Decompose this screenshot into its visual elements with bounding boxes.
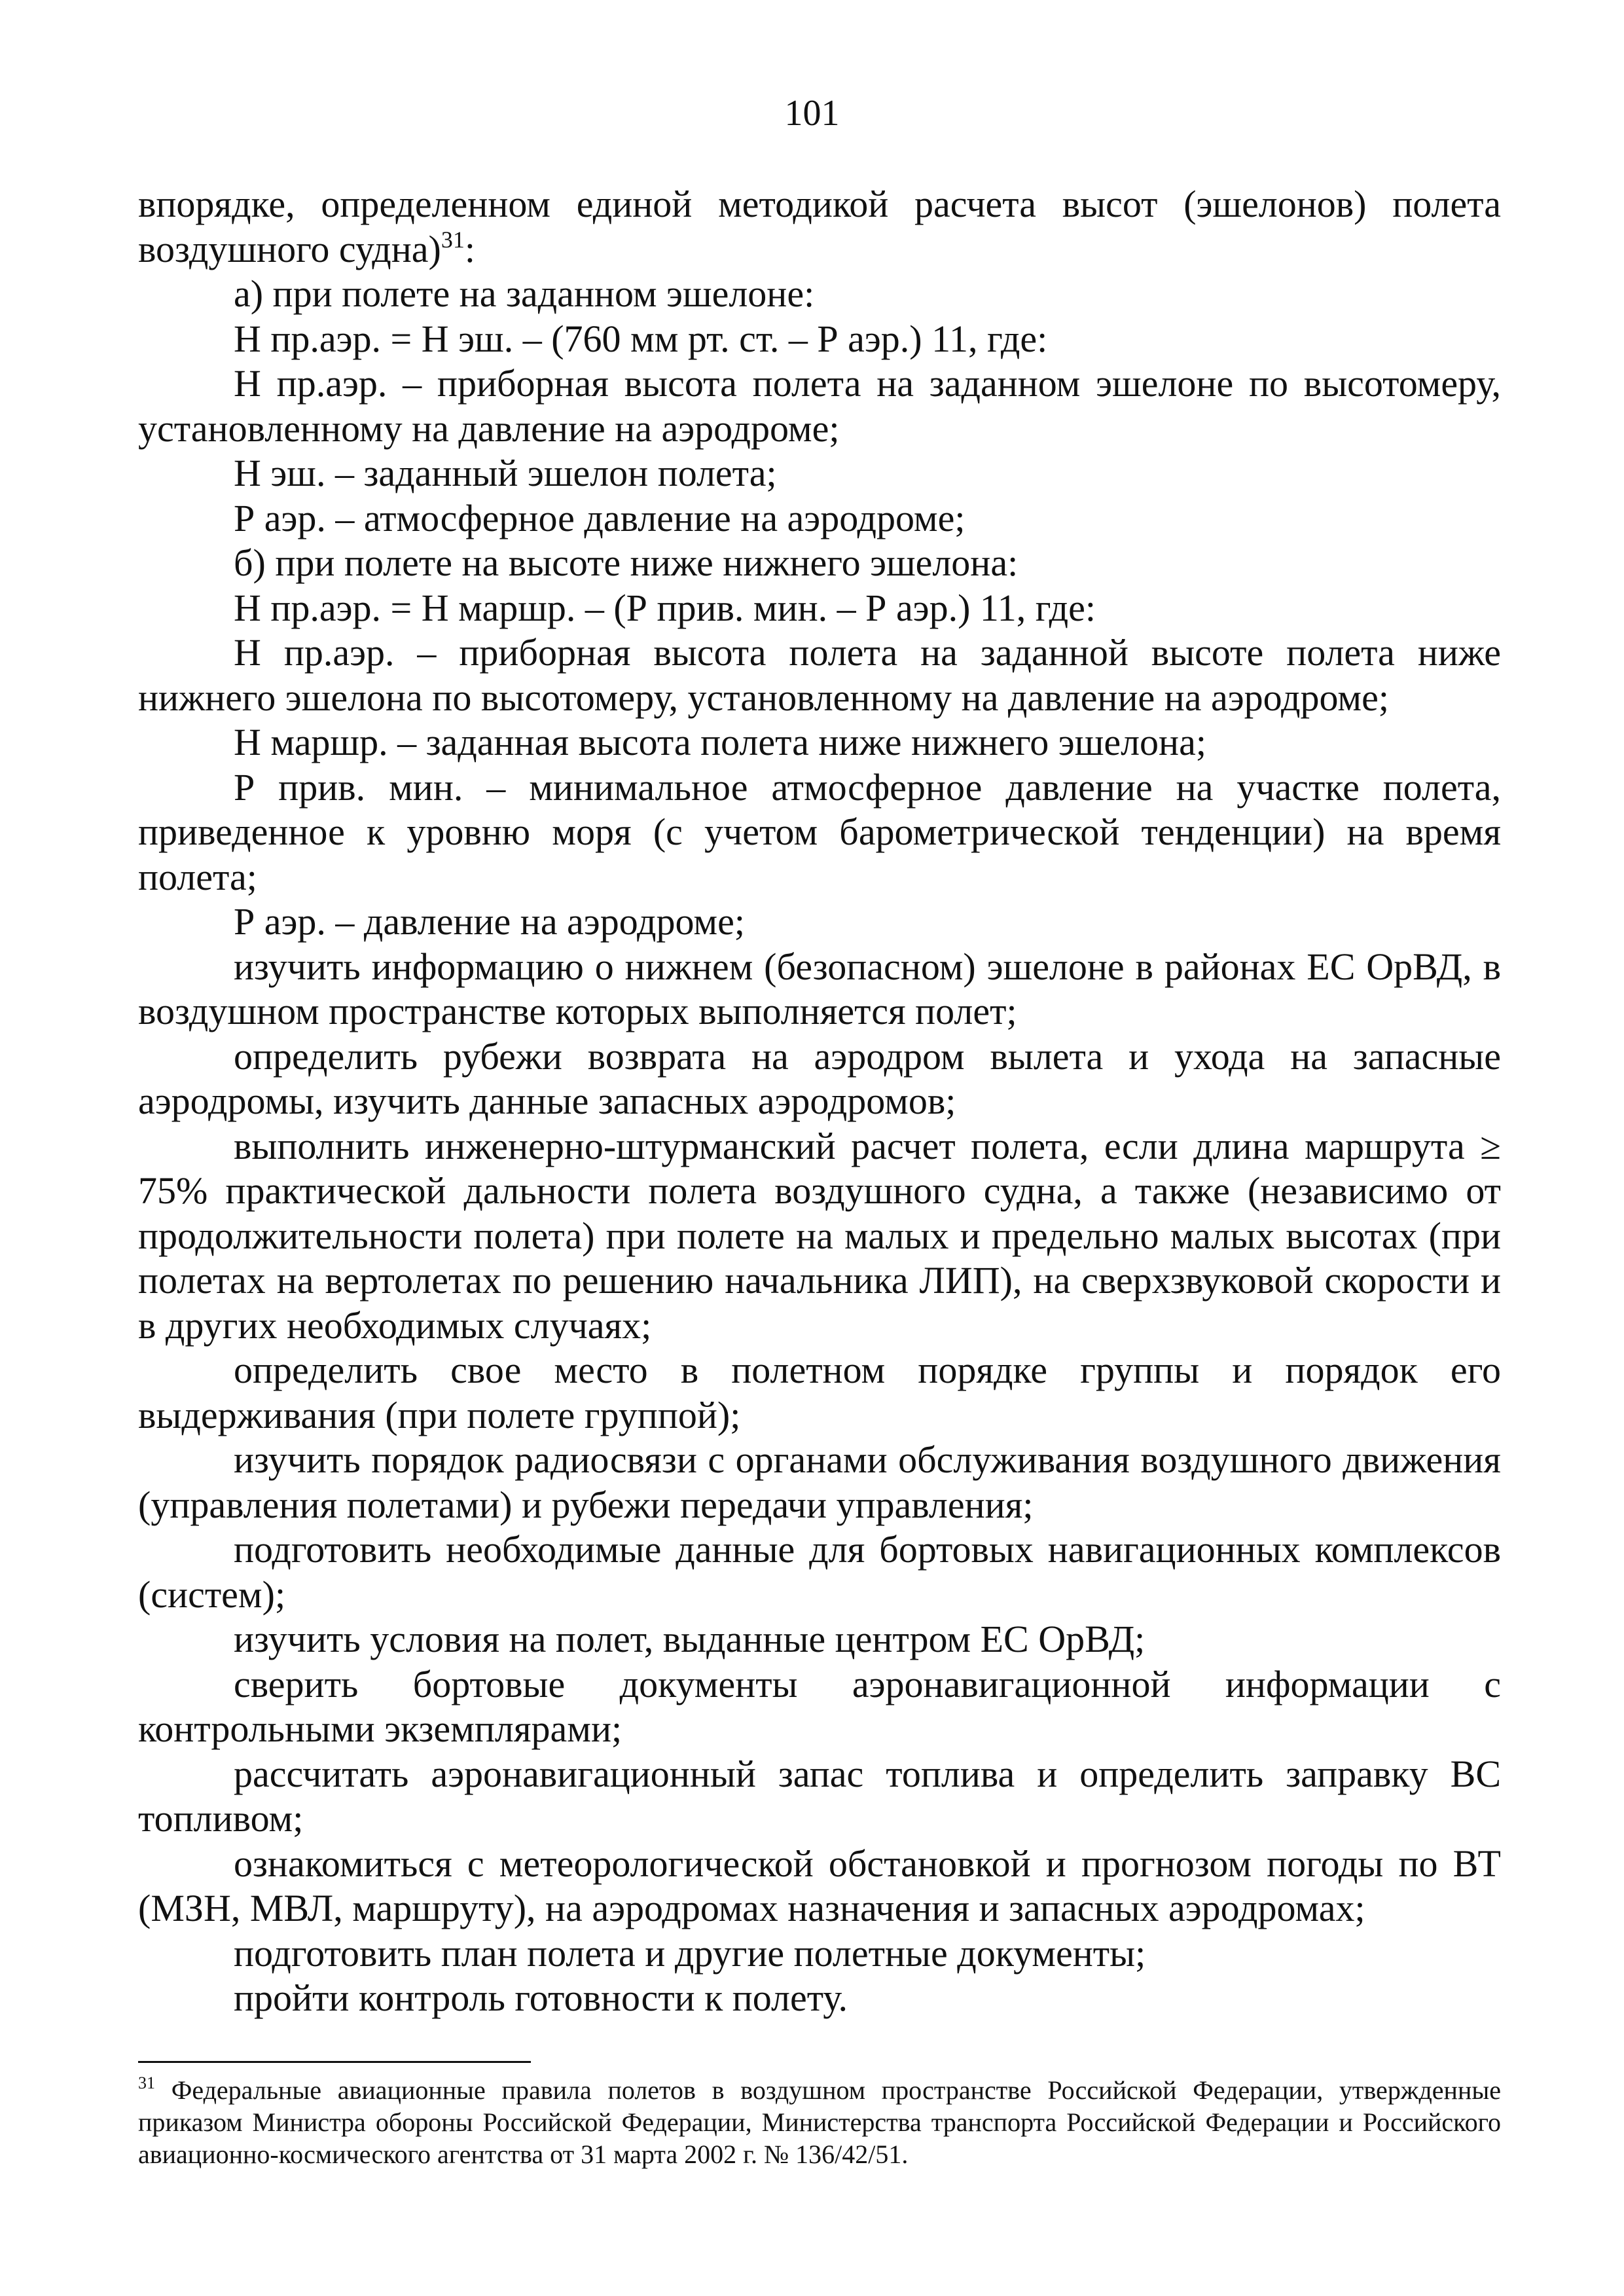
paragraph: определить рубежи возврата на аэродром вылета и ухода на запасные аэродромы, изучить данные запасных аэродромов;: [138, 1034, 1501, 1122]
paragraph-text: впорядке, определенном единой методикой расчета высот (эшелонов) полета воздушного судна): [138, 183, 1501, 270]
paragraph: [138, 182, 1501, 272]
paragraph: рассчитать аэронавигационный запас топлива и определить заправку ВС топливом;: [138, 1752, 1501, 1840]
paragraph: б) при полете на высоте ниже нижнего эшелона:: [234, 541, 1019, 584]
paragraph: Н маршр. – заданная высота полета ниже нижнего эшелона;: [234, 721, 1206, 763]
paragraph: Р прив. мин. – минимальное атмосферное давление на участке полета, приведенное к уровню моря (с учетом барометрической тенденции) на время полета;: [138, 765, 1501, 898]
paragraph: изучить информацию о нижнем (безопасном) эшелоне в районах ЕС ОрВД, в воздушном пространстве которых выполняется полет;: [138, 945, 1501, 1032]
paragraph: сверить бортовые документы аэронавигационной информации с контрольными экземплярами;: [138, 1662, 1501, 1750]
footnote-reference-suffix: :: [464, 227, 475, 270]
paragraph: определить свое место в полетном порядке группы и порядок его выдерживания (при полете группой);: [138, 1349, 1501, 1436]
footnote-text: Федеральные авиационные правила полетов в воздушном пространстве Российской Федерации, утвержденные приказом Министра обороны Российской Федерации, Министерства транспорта Российской Федерации и Российского авиационно-космического агентства от 31 марта 2002 г. № 136/42/51.: [138, 2075, 1501, 2169]
paragraph: Р аэр. – атмосферное давление на аэродроме;: [234, 496, 965, 539]
paragraph: ознакомиться с метеорологической обстановкой и прогнозом погоды по ВТ (МЗН, МВЛ, маршруту), на аэродромах назначения и запасных аэродромах;: [138, 1842, 1501, 1929]
body-text: [138, 182, 1501, 2021]
paragraph: Н пр.аэр. – приборная высота полета на заданном эшелоне по высотомеру, установленному на давление на аэродроме;: [138, 362, 1501, 450]
paragraph: выполнить инженерно-штурманский расчет полета, если длина маршрута ≥ 75% практической дальности полета воздушного судна, а также (независимо от продолжительности полета) при полете на малых и предельно малых высотах (при полетах на вертолетах по решению начальника ЛИП), на сверхзвуковой скорости и в других необходимых случаях;: [138, 1124, 1501, 1347]
footnote-number: 31: [138, 2073, 155, 2092]
page-number: 101: [784, 93, 840, 134]
paragraph: подготовить необходимые данные для бортовых навигационных комплексов (систем);: [138, 1528, 1501, 1616]
paragraph: пройти контроль готовности к полету.: [234, 1977, 848, 2019]
paragraph: изучить порядок радиосвязи с органами обслуживания воздушного движения (управления полетами) и рубежи передачи управления;: [138, 1438, 1501, 1526]
footnote-divider: [138, 2061, 531, 2063]
footnote: [138, 2074, 1501, 2170]
paragraph: а) при полете на заданном эшелоне:: [234, 272, 815, 315]
paragraph: Н эш. – заданный эшелон полета;: [234, 452, 777, 494]
paragraph: Р аэр. – давление на аэродроме;: [234, 900, 745, 943]
paragraph: подготовить план полета и другие полетные документы;: [234, 1931, 1146, 1975]
paragraph: изучить условия на полет, выданные центром ЕС ОрВД;: [234, 1618, 1146, 1660]
paragraph: Н пр.аэр. – приборная высота полета на заданной высоте полета ниже нижнего эшелона по высотомеру, установленному на давление на аэродроме;: [138, 631, 1501, 719]
formula-paragraph: Н пр.аэр. = Н маршр. – (Р прив. мин. – Р аэр.) 11, где:: [234, 586, 1096, 629]
formula-paragraph: Н пр.аэр. = Н эш. – (760 мм рт. ст. – Р аэр.) 11, где:: [234, 317, 1048, 360]
footnote-reference: 31: [441, 226, 465, 253]
